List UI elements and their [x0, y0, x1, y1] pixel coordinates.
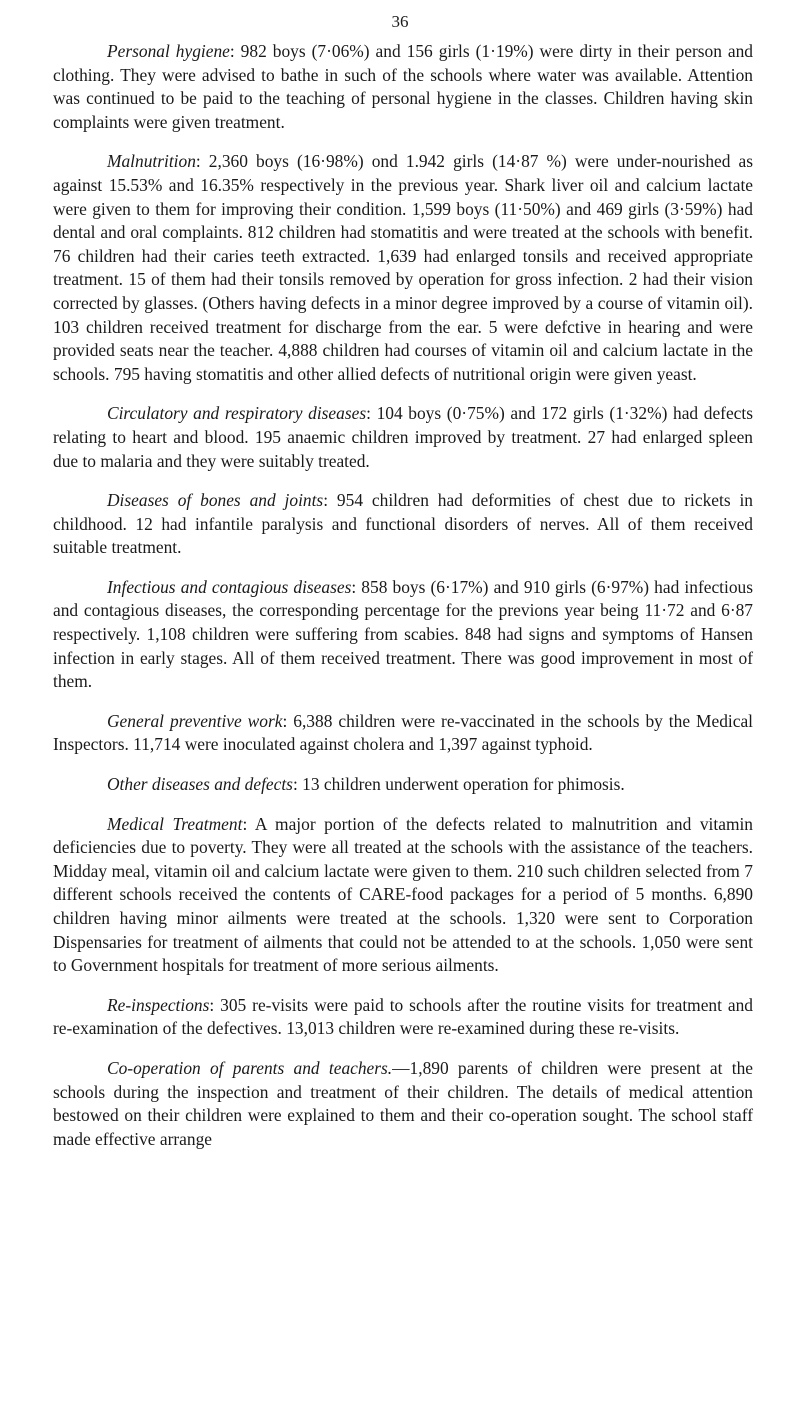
paragraph-text: : 858 boys (6·17%) and 910 girls (6·97%) had infectious and contagious diseases, the corresponding percentage for the previons year being 11·72 and 6·87 respectively. 1,108 children were suffering from scabies. 848 had signs and symptoms of Hansen infection in early stages. All of them received treatment. There was good improvement in most of them. [53, 576, 753, 692]
paragraph-heading: Other diseases and defects [107, 774, 293, 795]
paragraph-text: : 104 boys (0·75%) and 172 girls (1·32%) had defects relating to heart and blood. 195 anaemic children improved by treatment. 27 had enlarged spleen due to malaria and they were suitably treated. [53, 403, 753, 471]
paragraph-infectious-diseases [53, 576, 753, 694]
paragraph-heading: Medical Treatment [107, 813, 243, 834]
paragraph-co-operation [53, 1057, 753, 1151]
paragraph-text: : 982 boys (7·06%) and 156 girls (1·19%) were dirty in their person and clothing. They were advised to bathe in such of the schools where water was available. Attention was continued to be paid to the teaching of personal hygiene in the classes. Children having skin complaints were given treatment. [53, 41, 753, 132]
page-number: 36 [391, 12, 409, 31]
paragraph-heading: Re-inspections [107, 994, 210, 1015]
paragraph-text: : 6,388 children were re-vaccinated in the schools by the Medical Inspectors. 11,714 were inoculated against cholera and 1,397 against typhoid. [53, 710, 753, 755]
paragraph-medical-treatment [53, 813, 753, 978]
paragraph-text: : 954 children had deformities of chest due to rickets in childhood. 12 had infantile paralysis and functional disorders of nerves. All of them received suitable treatment. [53, 490, 754, 558]
paragraph-heading: General preventive work [107, 710, 283, 731]
paragraph-preventive-work [53, 710, 753, 757]
paragraph-other-diseases [53, 773, 753, 797]
paragraph-text: : 2,360 boys (16·98%) ond 1.942 girls (14·87 %) were under-nourished as against 15.53% and 16.35% respectively in the previous year. Shark liver oil and calcium lactate were given to them for improving their condition. 1,599 boys (11·50%) and 469 girls (3·59%) had dental and oral complaints. 812 children had stomatitis and were treated at the schools with benefit. 76 children had their caries teeth extracted. 1,639 had enlarged tonsils and received appropriate treatment. 15 of them had their tonsils removed by operation for gross infection. 2 had their vision corrected by glasses. (Others having defects in a minor degree improved by a course of vitamin oil). 103 children received treatment for discharge from the ear. 5 were defctive in hearing and were provided seats near the teacher. 4,888 children had courses of vitamin oil and calcium lactate in the schools. 795 having stomatitis and other allied defects of nutritional origin were given yeast. [53, 151, 753, 384]
body-text [53, 40, 753, 1167]
paragraph-text: : 305 re-visits were paid to schools after the routine visits for treatment and re-examination of the defectives. 13,013 children were re-examined during these re-visits. [53, 994, 753, 1039]
paragraph-re-inspections [53, 994, 753, 1041]
paragraph-personal-hygiene [53, 40, 753, 134]
paragraph-heading: Diseases of bones and joints [107, 490, 324, 511]
paragraph-malnutrition [53, 150, 753, 386]
paragraph-text: —1,890 parents of children were present at the schools during the inspection and treatment of their children. The details of medical attention bestowed on their children were explained to them and their co-operation sought. The school staff made effective arrange [53, 1057, 753, 1149]
paragraph-bones-joints [53, 489, 753, 560]
paragraph-circulatory-respiratory [53, 402, 753, 473]
paragraph-heading: Circulatory and respiratory diseases [107, 403, 367, 424]
paragraph-heading: Infectious and contagious diseases [107, 576, 352, 597]
paragraph-heading: Malnutrition [107, 151, 196, 172]
paragraph-heading: Co-operation of parents and teachers. [107, 1057, 393, 1078]
paragraph-text: : A major portion of the defects related to malnutrition and vitamin deficiencies due to poverty. They were all treated at the schools with the assistance of the teachers. Midday meal, vitamin oil and calcium lactate were given to them. 210 such children selected from 7 different schools received the contents of CARE-food packages for a period of 5 months. 6,890 children having minor ailments were treated at the schools. 1,320 were sent to Corporation Dispensaries for treatment of ailments that could not be attended to at the schools. 1,050 were sent to Government hospitals for treatment of more serious ailments. [53, 813, 753, 976]
paragraph-text: : 13 children underwent operation for phimosis. [292, 774, 625, 795]
paragraph-heading: Personal hygiene [107, 41, 230, 61]
